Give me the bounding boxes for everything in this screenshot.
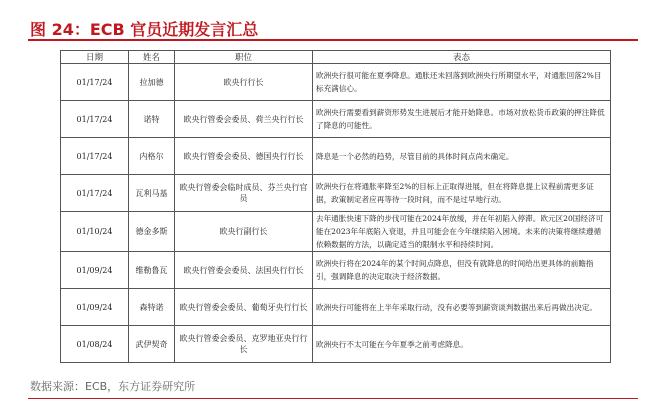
cell-position: 欧央行行长 <box>175 64 313 101</box>
column-header-statement: 表态 <box>313 51 611 64</box>
column-header-position: 职位 <box>175 51 313 64</box>
cell-date: 01/09/24 <box>61 252 129 289</box>
cell-position: 欧央行管委会临时成员、芬兰央行官员 <box>175 175 313 212</box>
cell-statement: 欧洲央行在将通胀率降至2%的目标上正取得进展，但在将降息提上议程前需更多证据，政策制定者应再等待一段时间，而不是过早地行动。 <box>313 175 611 212</box>
cell-statement: 欧洲央行很可能在夏季降息。通胀还未回落到欧洲央行所期望水平，对通胀回落2%目标充满信心。 <box>313 64 611 101</box>
cell-position: 欧央行管委会委员、克罗地亚央行行长 <box>175 326 313 363</box>
figure-title: 图 24：ECB 官员近期发言汇总 <box>30 20 259 39</box>
column-header-date: 日期 <box>61 51 129 64</box>
table-row <box>61 101 611 138</box>
footer-divider <box>28 398 638 399</box>
table-row <box>61 289 611 326</box>
table-row <box>61 326 611 363</box>
cell-position: 欧央行副行长 <box>175 212 313 252</box>
cell-date: 01/10/24 <box>61 212 129 252</box>
table-row <box>61 175 611 212</box>
cell-date: 01/17/24 <box>61 64 129 101</box>
cell-statement: 欧洲央行不太可能在今年夏季之前考虑降息。 <box>313 326 611 363</box>
table-row <box>61 64 611 101</box>
cell-name: 德金多斯 <box>129 212 175 252</box>
data-source-note: 数据来源：ECB，东方证券研究所 <box>30 380 196 393</box>
cell-date: 01/17/24 <box>61 175 129 212</box>
title-divider <box>28 39 638 41</box>
cell-date: 01/08/24 <box>61 326 129 363</box>
cell-position: 欧央行管委会委员、葡萄牙央行行长 <box>175 289 313 326</box>
cell-name: 拉加德 <box>129 64 175 101</box>
cell-statement: 欧洲央行可能将在上半年采取行动，没有必要等到薪资谈判数据出来后再做出决定。 <box>313 289 611 326</box>
cell-name: 诺特 <box>129 101 175 138</box>
cell-statement: 去年通胀快速下降的步伐可能在2024年放缓，并在年初陷入停滞。欧元区20国经济可能在2023年年底陷入衰退，并且可能会在今年继续陷入困境。未来的决策将继续遵循依赖数据的方法，以确定适当的限制水平和持续时间。 <box>313 212 611 252</box>
ecb-speeches-table <box>60 50 611 363</box>
cell-statement: 欧洲央行需要看到薪资形势发生进展后才能开始降息。市场对放松货币政策的押注降低了降息的可能性。 <box>313 101 611 138</box>
cell-statement: 降息是一个必然的趋势，尽管目前的具体时间点尚未确定。 <box>313 138 611 175</box>
table-header-row <box>61 51 611 64</box>
cell-name: 内格尔 <box>129 138 175 175</box>
table-row <box>61 252 611 289</box>
cell-date: 01/17/24 <box>61 138 129 175</box>
table-row <box>61 212 611 252</box>
cell-name: 森特诺 <box>129 289 175 326</box>
cell-position: 欧央行管委会委员、法国央行行长 <box>175 252 313 289</box>
table-row <box>61 138 611 175</box>
cell-date: 01/09/24 <box>61 289 129 326</box>
cell-name: 维勒鲁瓦 <box>129 252 175 289</box>
cell-statement: 欧洲央行将在2024年的某个时间点降息，但没有就降息的时间给出更具体的前瞻指引，强调降息的决定取决于经济数据。 <box>313 252 611 289</box>
cell-name: 瓦利马基 <box>129 175 175 212</box>
cell-position: 欧央行管委会委员、德国央行行长 <box>175 138 313 175</box>
column-header-name: 姓名 <box>129 51 175 64</box>
cell-name: 武伊契奇 <box>129 326 175 363</box>
cell-position: 欧央行管委会委员、荷兰央行行长 <box>175 101 313 138</box>
cell-date: 01/17/24 <box>61 101 129 138</box>
